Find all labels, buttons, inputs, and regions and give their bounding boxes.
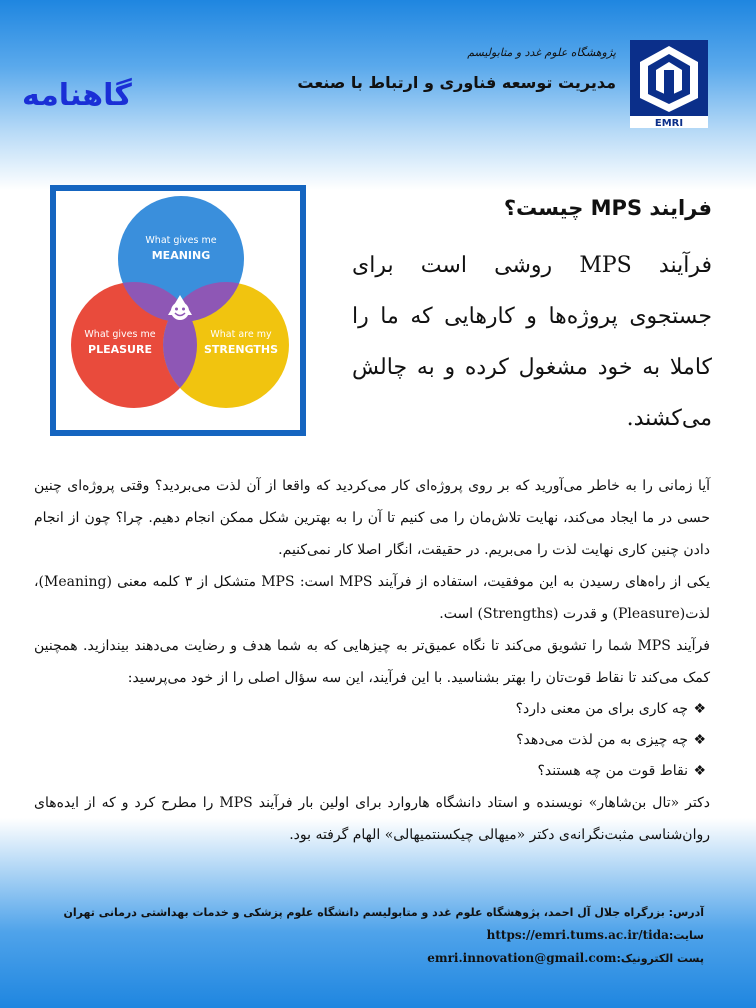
meaning-line2: MEANING: [151, 249, 211, 262]
section-answer: فرآیند MPS روشی است برای جستجوی پروژه‌ها و کارهایی که ما را کاملا به خود مشغول کرده و به چالش می‌کشند.: [352, 253, 712, 431]
email-link[interactable]: emri.innovation@gmail.com: [427, 951, 617, 965]
emri-logo: [630, 40, 708, 128]
diamond-bullet-icon: ❖: [693, 763, 706, 779]
site-line: سایت:https://emri.tums.ac.ir/tida: [486, 928, 704, 942]
paragraph-2: یکی از راه‌های رسیدن به این موفقیت، استفاده از فرآیند MPS است: MPS متشکل از ۳ کلمه معنی (Meaning)، لذت(Pleasure) و قدرت (Strengths) است.: [34, 574, 710, 622]
strengths-line2: STRENGTHS: [203, 343, 279, 356]
address-line: آدرس: بزرگراه جلال آل احمد، پژوهشگاه علوم غدد و متابولیسم دانشگاه علوم پزشکی و خدمات بهداشتی درمانی تهران: [63, 906, 704, 919]
section-question: فرایند MPS چیست؟: [503, 196, 712, 220]
meaning-line1: What gives me: [145, 235, 217, 246]
pleasure-line2: PLEASURE: [88, 343, 152, 356]
paragraph-1: آیا زمانی را به خاطر می‌آورید که بر روی پروژه‌ای کار می‌کردید که واقعا از آن لذت می‌بردید؟ وقتی پروژه‌ای چنین حسی در ما ایجاد می‌کند، نهایت تلاش‌مان را می کنیم تا آن را به بهترین شکل ممکن انجام دهیم. چرا؟ چون از انجام دادن چنین کاری نهایت لذت را می‌بریم. در حقیقت، انگار اصلا کار نمی‌کنیم.: [34, 478, 710, 558]
email-line: پست الکترونیک:emri.innovation@gmail.com: [427, 951, 704, 965]
strengths-line1: What are my: [210, 329, 272, 340]
brand-title: گاهنامه: [22, 78, 132, 113]
diamond-bullet-icon: ❖: [693, 701, 706, 717]
paragraph-4: دکتر «تال بن‌شاهار» نویسنده و استاد دانشگاه هاروارد برای اولین بار فرآیند MPS را مطرح کرد و که از ایده‌های روان‌شناسی مثبت‌نگرانه‌ی دکتر «میهالی چیکسنتمیهالی» الهام گرفته بود.: [34, 795, 710, 843]
logo-text: EMRI: [654, 118, 684, 128]
paragraph-3: فرآیند MPS شما را تشویق می‌کند تا نگاه عمیق‌تر به چیزهایی که به شما هدف و رضایت می‌دهند بیندازید. همچنین کمک می‌کند تا نقاط قوت‌تان را بهتر بشناسید. با این فرآیند، این سه سؤال اصلی را از خود می‌پرسید:: [34, 638, 710, 686]
article-body: [34, 470, 710, 851]
list-item: ❖چه چیزی به من لذت می‌دهد؟: [34, 725, 706, 756]
pleasure-line1: What gives me: [84, 329, 156, 340]
diamond-bullet-icon: ❖: [693, 732, 706, 748]
contact-info: [63, 902, 704, 970]
org-title: مدیریت توسعه فناوری و ارتباط با صنعت: [297, 73, 616, 92]
mps-venn-diagram: [50, 185, 306, 436]
list-item: ❖چه کاری برای من معنی دارد؟: [34, 694, 706, 725]
org-heading: [297, 46, 616, 92]
site-link[interactable]: https://emri.tums.ac.ir/tida: [486, 928, 669, 942]
org-subtitle: پژوهشگاه علوم غدد و متابولیسم: [467, 46, 616, 59]
question-list: [34, 694, 710, 787]
list-item: ❖نقاط قوت من چه هستند؟: [34, 756, 706, 787]
